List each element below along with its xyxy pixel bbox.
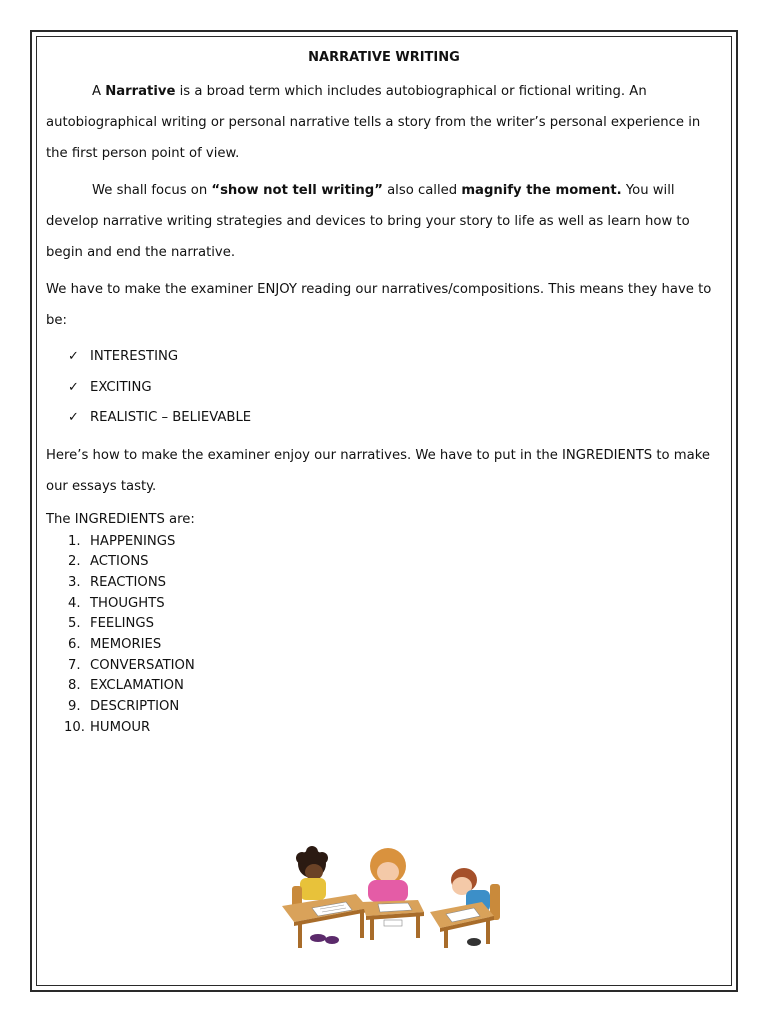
list-number: 5. bbox=[68, 616, 81, 632]
list-text: THOUGHTS bbox=[90, 595, 165, 611]
check-icon: ✓ bbox=[68, 349, 79, 364]
list-number: 7. bbox=[68, 657, 81, 673]
document-body bbox=[46, 46, 722, 738]
checklist-item-label: REALISTIC – BELIEVABLE bbox=[90, 410, 252, 425]
list-number: 10. bbox=[64, 719, 85, 735]
document-title: NARRATIVE WRITING bbox=[308, 50, 460, 65]
list-text: CONVERSATION bbox=[90, 657, 195, 673]
checklist-item bbox=[46, 342, 722, 373]
checklist-item bbox=[46, 403, 722, 434]
child-left bbox=[282, 846, 368, 948]
list-text: DESCRIPTION bbox=[90, 699, 180, 714]
ingredients-list bbox=[46, 532, 722, 739]
list-number: 8. bbox=[68, 678, 81, 694]
list-text: MEMORIES bbox=[90, 636, 162, 652]
child-middle bbox=[362, 848, 424, 940]
list-text: FEELINGS bbox=[90, 616, 154, 632]
para2-bold-show-not-tell: “show not tell writing” bbox=[211, 183, 383, 198]
list-item bbox=[46, 697, 722, 718]
list-item bbox=[46, 594, 722, 615]
list-item bbox=[46, 718, 722, 739]
list-number: 4. bbox=[68, 595, 81, 611]
list-item bbox=[46, 635, 722, 656]
list-item bbox=[46, 573, 722, 594]
list-item bbox=[46, 532, 722, 553]
list-item bbox=[46, 656, 722, 677]
checklist-item-label: EXCITING bbox=[90, 379, 152, 395]
list-number: 6. bbox=[68, 636, 81, 652]
list-item bbox=[46, 614, 722, 635]
check-icon: ✓ bbox=[68, 379, 79, 395]
para1-pre: A bbox=[92, 84, 106, 99]
list-number: 1. bbox=[68, 533, 81, 549]
para2-bold-magnify: magnify the moment. bbox=[461, 183, 622, 198]
paragraph-examiner-enjoy: We have to make the examiner ENJOY reading our narratives/compositions. This means they have to be: bbox=[46, 282, 712, 328]
list-number: 2. bbox=[68, 554, 81, 570]
para2-post: You will develop narrative writing strategies and devices to bring your story to life as well as learn how to begin and end the narrative. bbox=[46, 183, 690, 260]
paragraph-show-not-tell bbox=[46, 175, 722, 268]
list-text: HUMOUR bbox=[90, 719, 151, 735]
checklist bbox=[46, 342, 722, 434]
paragraph-narrative-definition bbox=[46, 76, 722, 169]
para2-mid: also called bbox=[382, 183, 462, 198]
ingredients-intro: The INGREDIENTS are: bbox=[46, 511, 195, 527]
list-number: 3. bbox=[68, 574, 81, 590]
list-text: EXCLAMATION bbox=[90, 678, 184, 694]
list-item bbox=[46, 552, 722, 573]
list-text: REACTIONS bbox=[90, 574, 167, 590]
para1-bold-term: Narrative bbox=[105, 84, 176, 99]
list-item bbox=[46, 676, 722, 697]
child-right bbox=[430, 868, 500, 948]
checklist-item-label: INTERESTING bbox=[90, 349, 179, 364]
list-text: ACTIONS bbox=[90, 554, 149, 570]
list-text: HAPPENINGS bbox=[90, 533, 176, 549]
paragraph-ingredients: Here’s how to make the examiner enjoy our narratives. We have to put in the INGREDIENTS to make our essays tasty. bbox=[46, 447, 710, 494]
check-icon: ✓ bbox=[68, 410, 79, 425]
para2-pre: We shall focus on bbox=[92, 183, 212, 198]
list-number: 9. bbox=[68, 699, 81, 714]
checklist-item bbox=[46, 373, 722, 404]
children-writing-illustration bbox=[268, 846, 512, 950]
para1-post: is a broad term which includes autobiographical or fictional writing. An autobiographical writing or personal narrative tells a story from the writer’s personal experience in the first person point of view. bbox=[46, 84, 701, 161]
